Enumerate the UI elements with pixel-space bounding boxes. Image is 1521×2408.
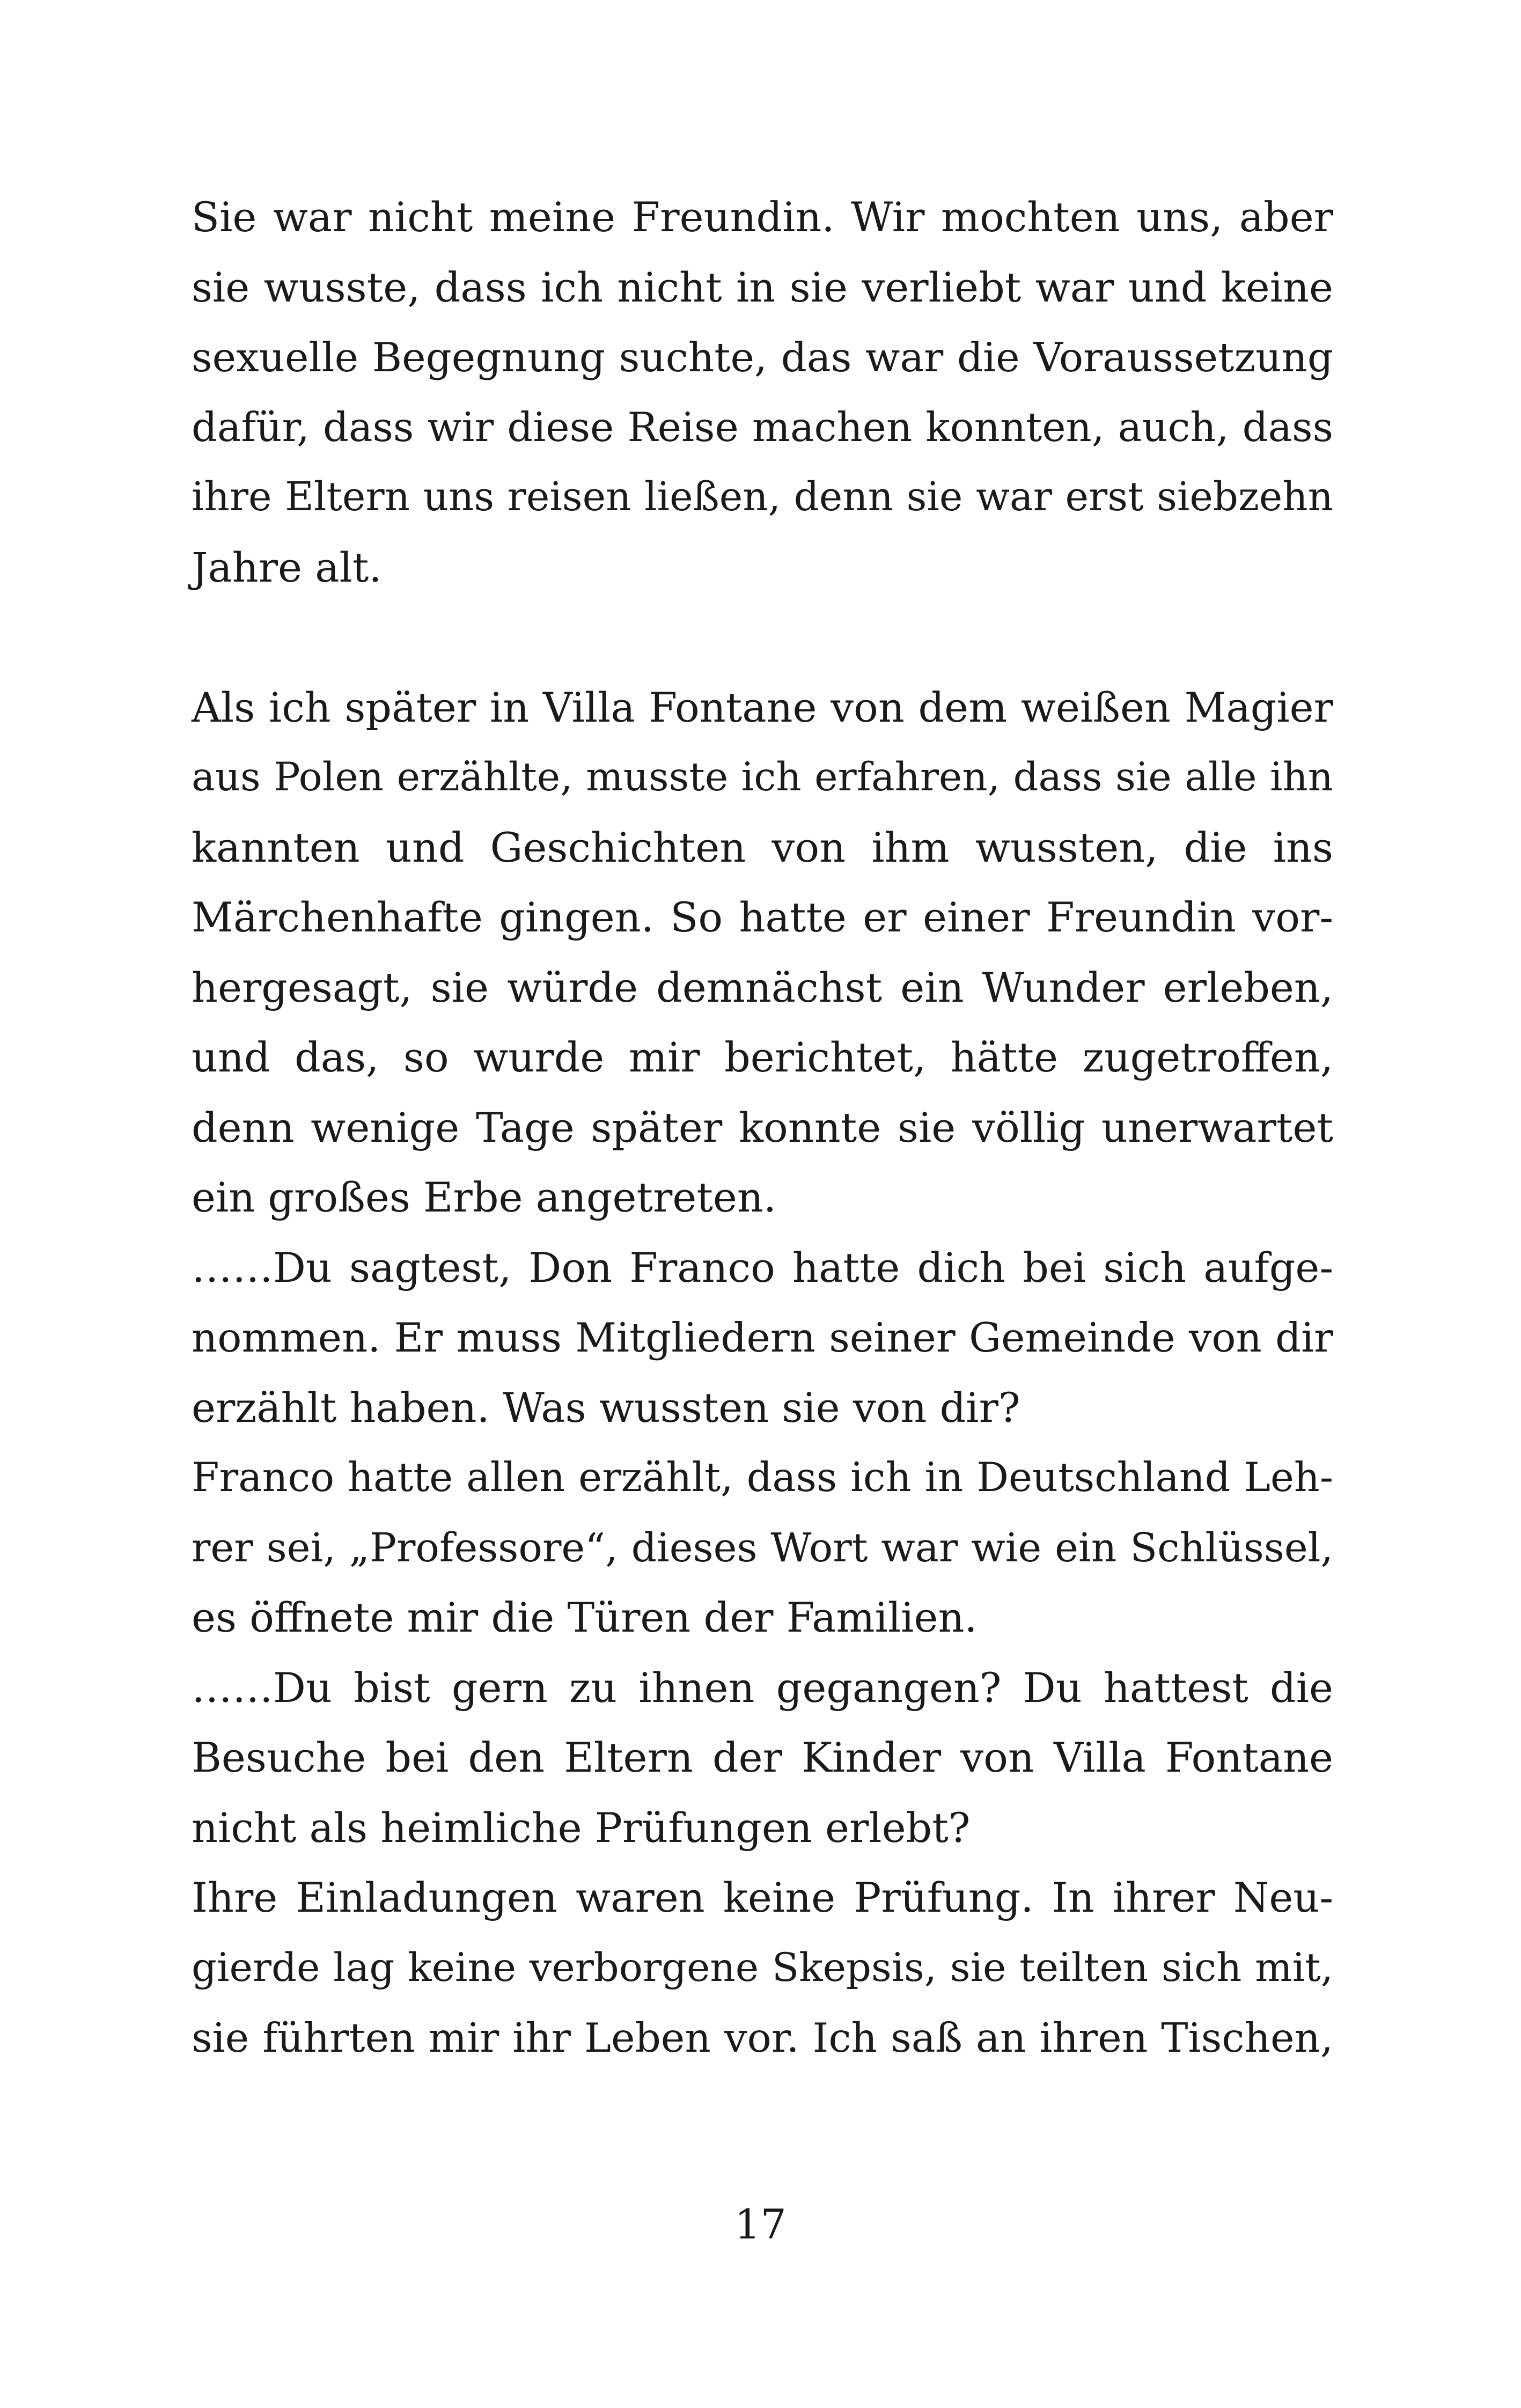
text-line: ……Du sagtest, Don Franco hatte dich bei sich aufge- bbox=[192, 1243, 1333, 1291]
body-text bbox=[192, 182, 1333, 2073]
paragraph bbox=[192, 182, 1333, 603]
text-line: erzählt haben. Was wussten sie von dir? bbox=[192, 1383, 1020, 1431]
text-line: dafür, dass wir diese Reise machen konnten, auch, dass bbox=[192, 403, 1333, 451]
text-line: Ihre Einladungen waren keine Prüfung. In ihrer Neu- bbox=[192, 1874, 1333, 1921]
text-line: nicht als heimliche Prüfungen erlebt? bbox=[192, 1803, 971, 1852]
text-line: sexuelle Begegnung suchte, das war die Voraussetzung bbox=[192, 334, 1333, 381]
text-line: gierde lag keine verborgene Skepsis, sie teilten sich mit, bbox=[192, 1944, 1333, 1991]
paragraph bbox=[192, 1443, 1333, 1653]
paragraph bbox=[192, 673, 1333, 1233]
text-line: Besuche bei den Eltern der Kinder von Villa Fontane bbox=[192, 1734, 1333, 1781]
text-line: Als ich später in Villa Fontane von dem weißen Magier bbox=[192, 683, 1333, 731]
text-line: aus Polen erzählte, musste ich erfahren, dass sie alle ihn bbox=[192, 754, 1333, 800]
text-line: kannten und Geschichten von ihm wussten, die ins bbox=[192, 823, 1333, 871]
text-line: nommen. Er muss Mitgliedern seiner Gemeinde von dir bbox=[192, 1314, 1333, 1361]
paragraph bbox=[192, 1863, 1333, 2073]
text-line: ……Du bist gern zu ihnen gegangen? Du hattest die bbox=[192, 1663, 1333, 1712]
text-line: sie wusste, dass ich nicht in sie verliebt war und keine bbox=[192, 263, 1333, 311]
text-line: Märchenhafte gingen. So hatte er einer Freundin vor- bbox=[192, 893, 1333, 941]
paragraph-gap bbox=[192, 603, 1333, 673]
text-line: denn wenige Tage später konnte sie völlig unerwartet bbox=[192, 1103, 1333, 1151]
text-line: es öffnete mir die Türen der Familien. bbox=[192, 1594, 978, 1641]
paragraph bbox=[192, 1653, 1333, 1863]
text-line: hergesagt, sie würde demnächst ein Wunder erleben, bbox=[192, 963, 1333, 1011]
text-line: Jahre alt. bbox=[192, 543, 382, 591]
text-line: Franco hatte allen erzählt, dass ich in Deutschland Leh- bbox=[192, 1454, 1333, 1501]
text-line: ein großes Erbe angetreten. bbox=[192, 1173, 776, 1221]
page-number: 17 bbox=[734, 2200, 787, 2248]
text-line: sie führten mir ihr Leben vor. Ich saß an ihren Tischen, bbox=[192, 2014, 1333, 2061]
text-line: und das, so wurde mir berichtet, hätte zugetroffen, bbox=[192, 1033, 1333, 1081]
text-line: Sie war nicht meine Freundin. Wir mochten uns, aber bbox=[192, 193, 1333, 241]
text-line: rer sei, „Professore“, dieses Wort war wie ein Schlüssel, bbox=[192, 1524, 1333, 1571]
text-line: ihre Eltern uns reisen ließen, denn sie war erst siebzehn bbox=[192, 474, 1333, 520]
paragraph bbox=[192, 1233, 1333, 1443]
